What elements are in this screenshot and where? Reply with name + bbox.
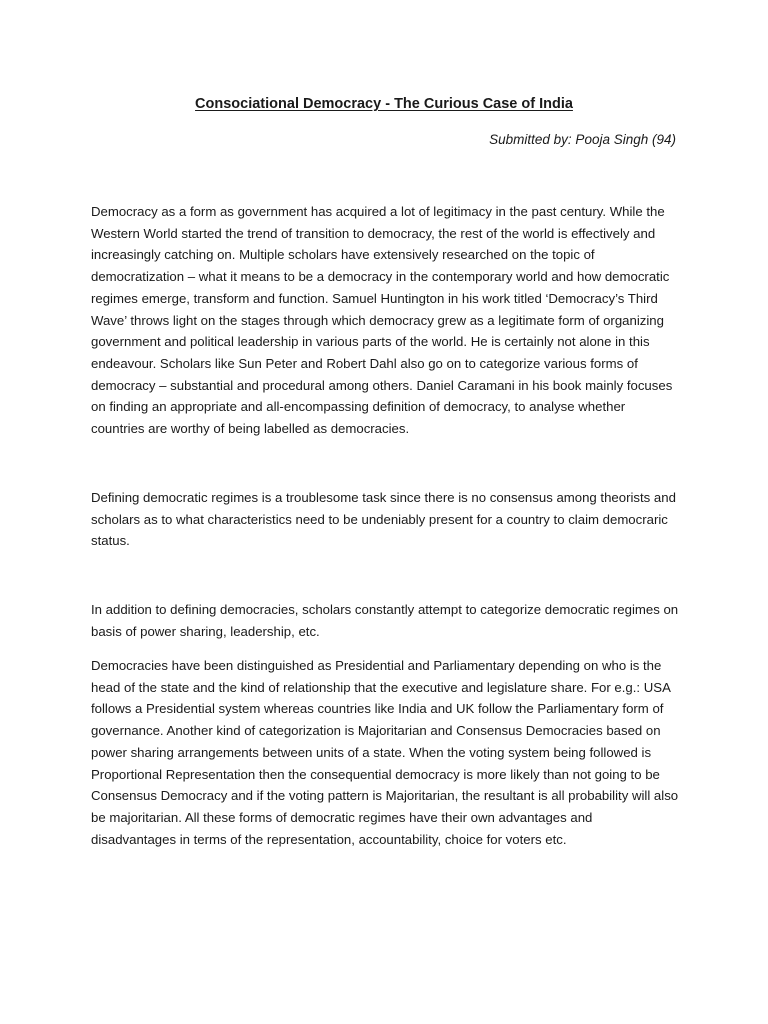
paragraph-categorization: In addition to defining democracies, scholars constantly attempt to categorize democratic regimes on basis of power sharing, leadership, etc.: [91, 602, 679, 639]
paragraph-defining-regimes: Defining democratic regimes is a troublesome task since there is no consensus among theorists and scholars as to what characteristics need to be undeniably present for a country to claim democraric status.: [91, 490, 676, 549]
paragraph-presidential-parliamentary: Democracies have been distinguished as Presidential and Parliamentary depending on who is the head of the state and the kind of relationship that the executive and legislature share. For e.g.: USA follows a Presidential system whereas countries like India and UK follow the Parliamentary form of governance. Another kind of categorization is Majoritarian and Consensus Democracies based on power sharing arrangements between units of a state. When the voting system being followed is Proportional Representation then the consequential democracy is more likely than not going to be Consensus Democracy and if the voting pattern is Majoritarian, the resultant is all probability will also be majoritarian. All these forms of democratic regimes have their own advantages and disadvantages in terms of the representation, accountability, choice for voters etc.: [91, 658, 679, 847]
paragraph-intro: Democracy as a form as government has acquired a lot of legitimacy in the past century. While the Western World started the trend of transition to democracy, the rest of the world is effectively and increasingly catching on. Multiple scholars have extensively researched on the topic of democratization – what it means to be a democracy in the contemporary world and how democratic regimes emerge, transform and function. Samuel Huntington in his work titled ‘Democracy’s Third Wave’ throws light on the stages through which democracy grew as a legitimate form of organizing government and political leadership in various parts of the world. He is certainly not alone in this endeavour. Scholars like Sun Peter and Robert Dahl also go on to categorize various forms of democracy – substantial and procedural among others. Daniel Caramani in his book mainly focuses on finding an appropriate and all-encompassing definition of democracy, to analyse whether countries are worthy of being labelled as democracies.: [91, 204, 673, 437]
document-title: Consociational Democracy - The Curious Case of India: [195, 96, 573, 112]
author-line: Submitted by: Pooja Singh (94): [489, 132, 676, 147]
